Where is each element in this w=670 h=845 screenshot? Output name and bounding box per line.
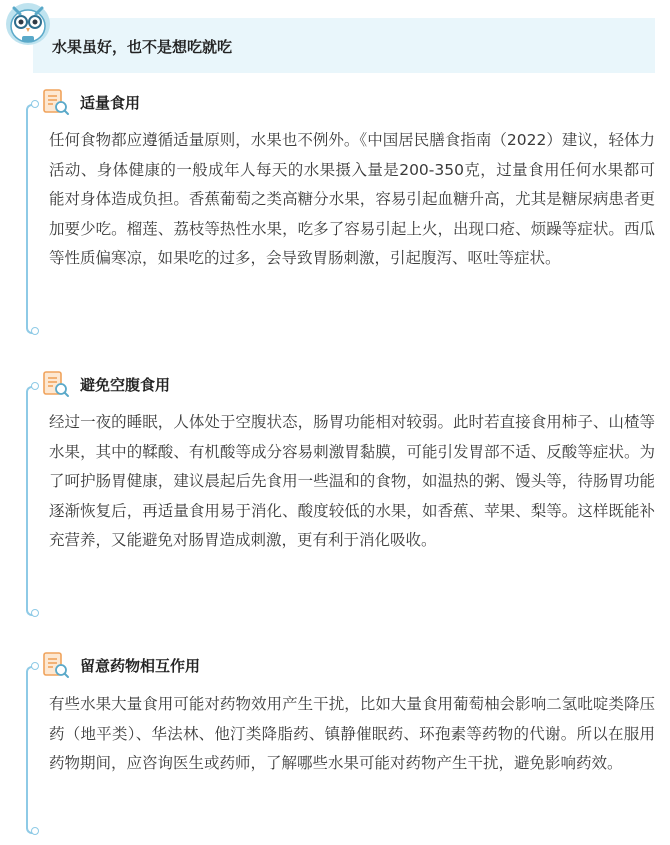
section-paragraph: 经过一夜的睡眠，人体处于空腹状态，肠胃功能相对较弱。此时若直接食用柿子、山楂等水果，其中的鞣酸、有机酸等成分容易刺激胃黏膜，可能引发胃部不适、反酸等症状。为了呵护肠胃健康，建议晨起后先食用一些温和的食物，如温热的粥、馒头等，待肠胃功能逐渐恢复后，再适量食用易于消化、酸度较低的水果，如香蕉、苹果、梨等。这样既能补充营养，又能避免对肠胃造成刺激，更有利于消化吸收。	[49, 413, 655, 549]
document-search-icon	[42, 369, 70, 399]
bracket-dot-bottom	[31, 609, 39, 617]
bracket-dot-bottom	[31, 827, 39, 835]
section-bracket	[26, 104, 38, 334]
page-title: 水果虽好，也不是想吃就吃	[52, 38, 233, 56]
section-bracket	[26, 666, 38, 834]
section-title: 避免空腹食用	[80, 376, 171, 394]
bracket-dot-top	[31, 382, 39, 390]
section-body	[49, 690, 655, 779]
section-body	[49, 408, 655, 556]
bracket-dot-top	[31, 100, 39, 108]
section-title: 留意药物相互作用	[80, 657, 201, 675]
document-search-icon	[42, 650, 70, 680]
bracket-dot-bottom	[31, 327, 39, 335]
owl-doctor-icon	[0, 0, 58, 48]
section-bracket	[26, 386, 38, 616]
bracket-dot-top	[31, 662, 39, 670]
section-body	[49, 126, 655, 274]
document-search-icon	[42, 87, 70, 117]
section-paragraph: 任何食物都应遵循适量原则，水果也不例外。《中国居民膳食指南（2022）建议，轻体力活动、身体健康的一般成年人每天的水果摄入量是200-350克，过量食用任何水果都可能对身体造成负担。香蕉葡萄之类高糖分水果，容易引起血糖升高，尤其是糖尿病患者更加要少吃。榴莲、荔枝等热性水果，吃多了容易引起上火，出现口疮、烦躁等症状。西瓜等性质偏寒凉，如果吃的过多，会导致胃肠刺激，引起腹泻、呕吐等症状。	[49, 131, 655, 267]
section-title: 适量食用	[80, 94, 141, 112]
section-paragraph: 有些水果大量食用可能对药物效用产生干扰，比如大量食用葡萄柚会影响二氢吡啶类降压药（地平类）、华法林、他汀类降脂药、镇静催眠药、环孢素等药物的代谢。所以在服用药物期间，应咨询医生或药师，了解哪些水果可能对药物产生干扰，避免影响药效。	[49, 695, 655, 772]
